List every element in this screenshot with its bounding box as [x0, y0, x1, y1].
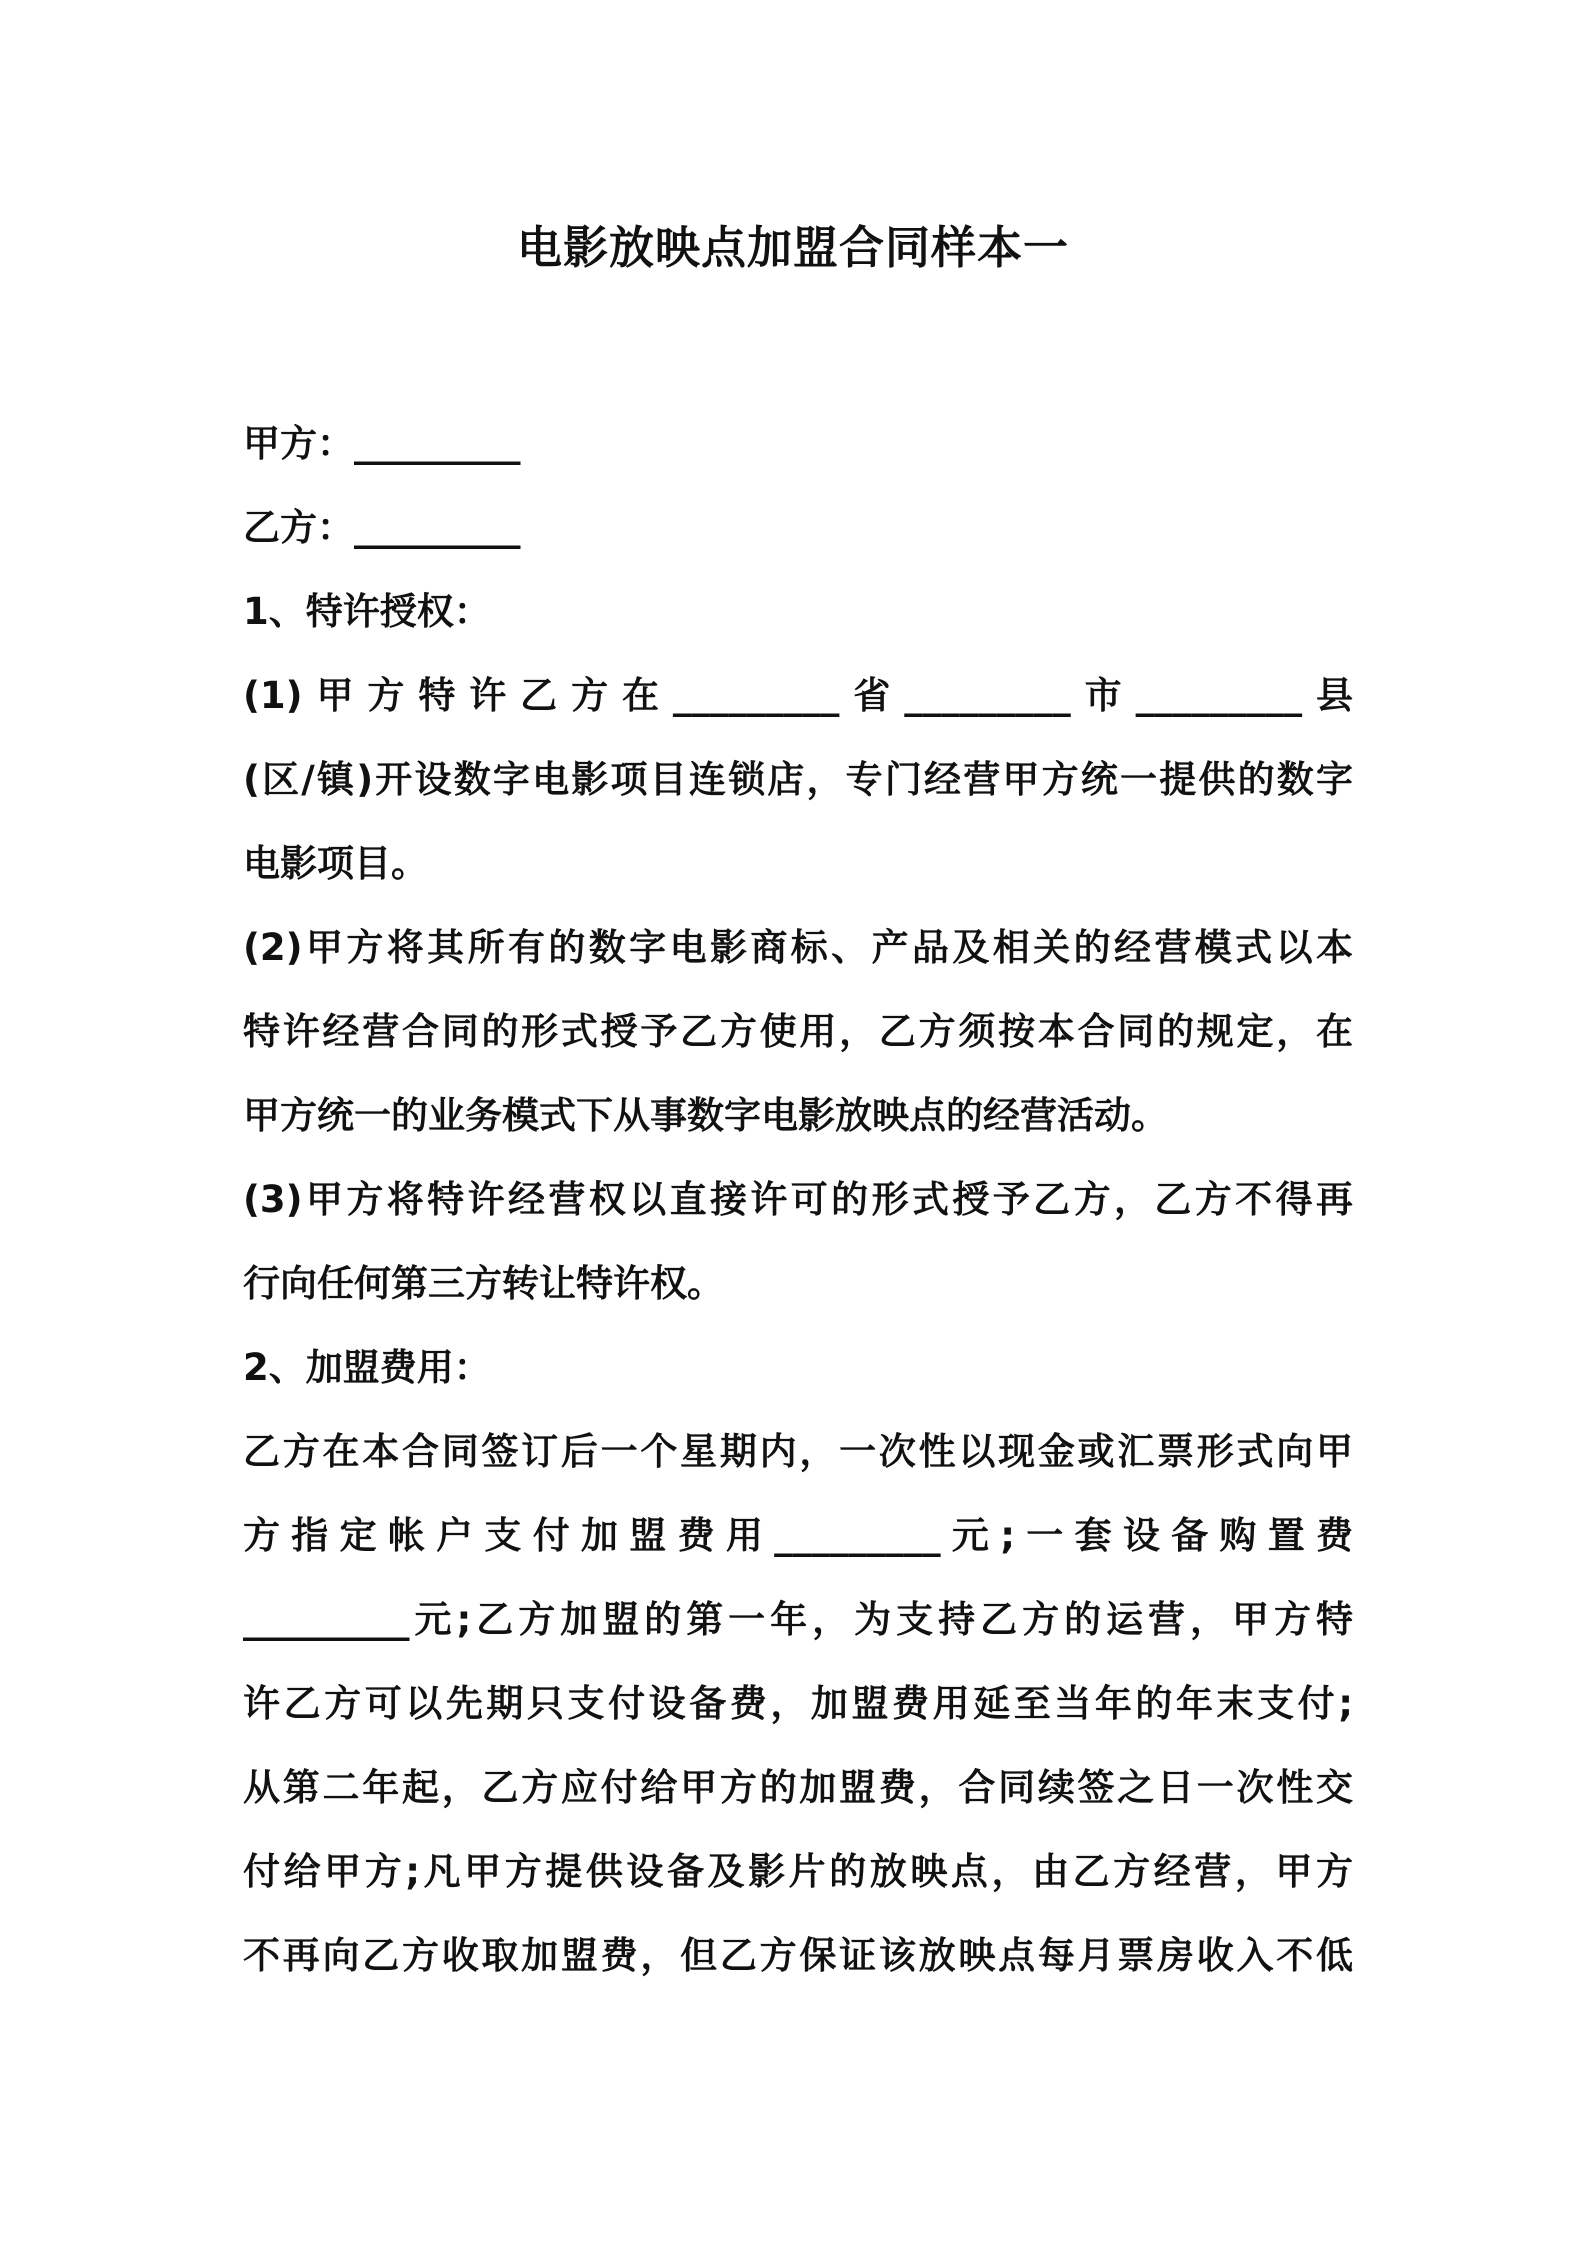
- clause-line: 乙方在本合同签订后一个星期内，一次性以现金或汇票形式向甲: [243, 1430, 1353, 1473]
- clause-line: (2)甲方将其所有的数字电影商标、产品及相关的经营模式以本: [243, 926, 1353, 969]
- clause-line: 从第二年起，乙方应付给甲方的加盟费，合同续签之日一次性交: [243, 1766, 1353, 1809]
- clause-line: 方指定帐户支付加盟费用_________元;一套设备购置费: [243, 1514, 1353, 1557]
- clause-line: 不再向乙方收取加盟费，但乙方保证该放映点每月票房收入不低: [243, 1934, 1353, 1977]
- section-heading-franchise: 1、特许授权：: [243, 590, 491, 633]
- clause-line: _________元;乙方加盟的第一年，为支持乙方的运营，甲方特: [243, 1598, 1353, 1641]
- clause-line: 电影项目。: [243, 842, 428, 885]
- clause-line: (区/镇)开设数字电影项目连锁店，专门经营甲方统一提供的数字: [243, 758, 1353, 801]
- clause-line: (3)甲方将特许经营权以直接许可的形式授予乙方，乙方不得再: [243, 1178, 1353, 1221]
- clause-line: 特许经营合同的形式授予乙方使用，乙方须按本合同的规定，在: [243, 1010, 1353, 1053]
- clause-line: 许乙方可以先期只支付设备费，加盟费用延至当年的年末支付;: [243, 1682, 1353, 1725]
- party-a-line: 甲方：_________: [243, 422, 521, 465]
- clause-line: 行向任何第三方转让特许权。: [243, 1262, 724, 1305]
- party-b-line: 乙方：_________: [243, 506, 521, 549]
- clause-line: 付给甲方;凡甲方提供设备及影片的放映点，由乙方经营，甲方: [243, 1850, 1353, 1893]
- clause-line: (1)甲方特许乙方在_________省_________市_________县: [243, 674, 1353, 717]
- document-body: [243, 402, 1353, 1998]
- document-title: 电影放映点加盟合同样本一: [516, 221, 1069, 274]
- section-heading-fees: 2、加盟费用：: [243, 1346, 491, 1389]
- clause-line: 甲方统一的业务模式下从事数字电影放映点的经营活动。: [243, 1094, 1168, 1137]
